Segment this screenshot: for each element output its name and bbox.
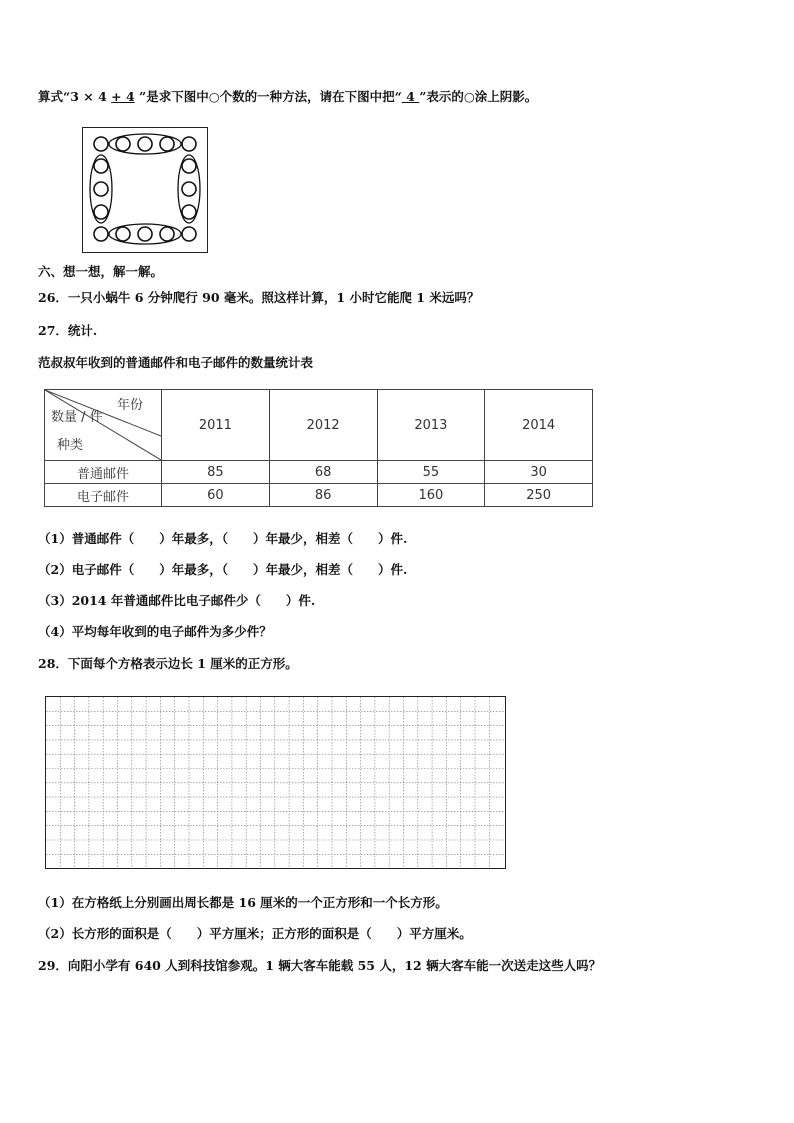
table-cell: 85	[162, 461, 270, 484]
row-label: 普通邮件	[45, 461, 162, 484]
corner-kind-label: 种类	[57, 438, 84, 453]
circle-right-1[interactable]	[182, 159, 196, 173]
table-header-row	[45, 390, 593, 461]
table-row-email	[45, 484, 593, 507]
q28-sub-2: （2）长方形的面积是（ ）平方厘米；正方形的面积是（ ）平方厘米。	[38, 926, 472, 941]
circle-figure-svg	[83, 128, 207, 252]
question-27-heading: 27．统计.	[38, 323, 98, 338]
table-cell: 55	[377, 461, 485, 484]
row-label: 电子邮件	[45, 484, 162, 507]
circle-left-3[interactable]	[94, 205, 108, 219]
q28-sub-1: （1）在方格纸上分别画出周长都是 16 厘米的一个正方形和一个长方形。	[38, 895, 448, 910]
table-cell: 86	[269, 484, 377, 507]
question-28-heading: 28．下面每个方格表示边长 1 厘米的正方形。	[38, 656, 298, 671]
q27-sub-1: （1）普通邮件（ ）年最多，（ ）年最少，相差（ ）件.	[38, 531, 408, 546]
circle-top-4[interactable]	[160, 137, 174, 151]
circle-arrangement-figure	[82, 127, 208, 253]
year-header-2011: 2011	[162, 390, 270, 461]
table-cell: 250	[485, 484, 593, 507]
circle-top-2[interactable]	[116, 137, 130, 151]
circle-bottom-2[interactable]	[116, 227, 130, 241]
question-25-text	[38, 89, 537, 105]
table-cell: 68	[269, 461, 377, 484]
section-6-heading: 六、想一想，解一解。	[38, 264, 164, 279]
mail-statistics-table	[44, 389, 593, 507]
grid-lines	[46, 697, 504, 867]
circle-bottom-4[interactable]	[160, 227, 174, 241]
q27-sub-3: （3）2014 年普通邮件比电子邮件少（ ）件.	[38, 593, 316, 608]
table-corner-cell	[45, 390, 162, 461]
circle-top-5[interactable]	[182, 137, 196, 151]
table-row-regular-mail	[45, 461, 593, 484]
q25-plus-4: + 4	[111, 89, 135, 104]
q27-sub-4: （4）平均每年收到的电子邮件为多少件？	[38, 624, 272, 639]
question-29-text: 29．向阳小学有 640 人到科技馆参观。1 辆大客车能载 55 人，12 辆大客车能一次送走这些人吗？	[38, 958, 602, 973]
table-cell: 60	[162, 484, 270, 507]
q25-post: ”表示的○涂上阴影。	[419, 89, 538, 104]
question-26-text: 26．一只小蜗牛 6 分钟爬行 90 毫米。照这样计算，1 小时它能爬 1 米远吗？	[38, 290, 480, 305]
table-cell: 30	[485, 461, 593, 484]
q25-four: 4	[401, 89, 420, 104]
circle-left-2[interactable]	[94, 182, 108, 196]
circle-right-2[interactable]	[182, 182, 196, 196]
year-header-2014: 2014	[485, 390, 593, 461]
year-header-2013: 2013	[377, 390, 485, 461]
circle-top-3[interactable]	[138, 137, 152, 151]
q25-pre: 算式“3 × 4	[38, 89, 112, 104]
q25-mid: ”是求下图中○个数的一种方法，请在下图中把“	[134, 89, 402, 104]
table-cell: 160	[377, 484, 485, 507]
corner-year-label: 年份	[117, 398, 144, 413]
circle-bottom-3[interactable]	[138, 227, 152, 241]
circle-bottom-1[interactable]	[94, 227, 108, 241]
circle-bottom-5[interactable]	[182, 227, 196, 241]
year-header-2012: 2012	[269, 390, 377, 461]
circle-left-1[interactable]	[94, 159, 108, 173]
corner-qty-label: 数量 / 件	[51, 410, 103, 425]
q27-sub-2: （2）电子邮件（ ）年最多，（ ）年最少，相差（ ）件.	[38, 562, 408, 577]
table-title: 范叔叔年收到的普通邮件和电子邮件的数量统计表	[38, 355, 314, 370]
circle-top-1[interactable]	[94, 137, 108, 151]
circle-right-3[interactable]	[182, 205, 196, 219]
square-grid-paper[interactable]	[45, 696, 506, 869]
